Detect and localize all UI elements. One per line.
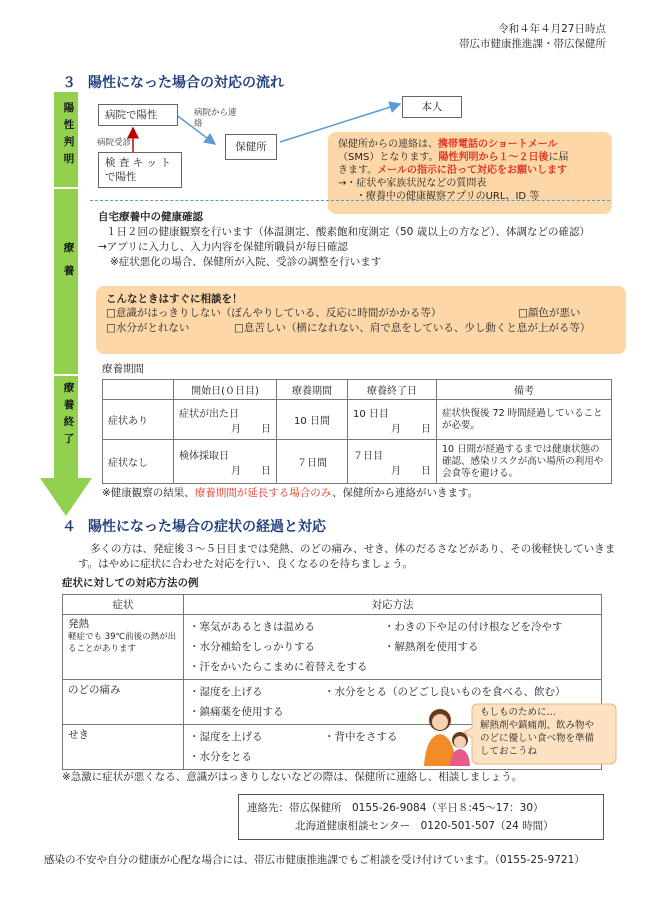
hospital-visit-label: 病院受診 bbox=[97, 138, 132, 148]
table-row: のどの痛み ・湿度を上げる ・水分をとる（のどごし良いものを食べる、飲む） ・鎮痛薬を使用する bbox=[63, 680, 602, 725]
stage-end: 療 養 終 了 bbox=[63, 382, 75, 445]
stage-divider bbox=[90, 200, 610, 201]
period-caption: 療養期間 bbox=[102, 363, 144, 375]
home-care-line2: →アプリに入力し、入力内容を保健所職員が毎日確認 bbox=[98, 241, 348, 253]
health-center-box: 保健所 bbox=[225, 134, 277, 160]
home-care-line3: ※症状悪化の場合、保健所が入院、受診の調整を行います bbox=[110, 256, 382, 268]
contact-box bbox=[238, 794, 604, 840]
urgent-item-consciousness: □意識がはっきりしない（ぼんやりしている、反応に時間がかかる等） bbox=[106, 307, 442, 319]
home-care-heading: 自宅療養中の健康確認 bbox=[98, 211, 203, 223]
footer-note: 感染の不安や自分の健康が心配な場合には、帯広市健康推進課でもご相談を受け付けています。（0155-25-9721） bbox=[44, 854, 585, 866]
urgent-item-complexion: □顔色が悪い bbox=[518, 307, 581, 319]
speech-bubble: もしものために… 解熱剤や鎮痛剤、飲み物や のどに優しい食べ物を準備 しておこうね bbox=[480, 707, 595, 757]
section3-title: ３ 陽性になった場合の対応の流れ bbox=[62, 75, 284, 91]
contact-label: 連絡先： bbox=[247, 802, 289, 814]
section4-title: ４ 陽性になった場合の症状の経過と対応 bbox=[62, 519, 326, 535]
test-kit-positive-box: 検 査 キ ッ ト で陽性 bbox=[98, 152, 182, 188]
table-row: せき ・湿度を上げる ・背中をさする ・水分をとる bbox=[63, 725, 602, 770]
stage-positive: 陽 性 判 明 bbox=[63, 102, 75, 165]
header-date: 令和４年４月27日時点 bbox=[498, 23, 606, 35]
contact-hokkaido: 北海道健康相談センター 0120-501-507（24 時間） bbox=[295, 820, 554, 832]
urgent-heading: こんなときはすぐに相談を！ bbox=[106, 293, 243, 305]
symptom-table: 症状 対応方法 発熱 軽症でも 39℃前後の熱が出ることがあります ・寒気があるときは温める ・わきの下や足の付け根などを冷やす ・水分補給をしっかりする ・解熱剤を使用する ・汗をかいたらこまめに着替えをする のどの痛み ・湿度を上げる ・水分をとる（のどごし良いものを食べる、飲む） ・鎮痛薬を使用する せき ・湿度を上げる ・背中をさする ・水分をとる bbox=[62, 594, 602, 770]
emergency-warning: ※急激に症状が悪くなる、意識がはっきりしないなどの際は、保健所に連絡し、相談しましょう。 bbox=[62, 771, 523, 783]
contact-obihiro: 帯広保健所 0155-26-9084（平日８:45〜17：30） bbox=[289, 802, 544, 814]
section4-intro: 多くの方は、発症後３〜５日目までは発熱、のどの痛み、せき、体のだるさなどがあり、その後軽快していきます。はやめに症状に合わせた対応を行い、良くなるのを待ちましょう。 bbox=[78, 543, 616, 570]
urgent-item-fluids: □水分がとれない bbox=[106, 322, 190, 334]
stage-recuperation: 療 養 bbox=[63, 242, 75, 277]
table-row: 症状あり 症状が出た日 月 日 10 日間 10 日目 月 日 症状快復後 72 時間経過していることが必要。 bbox=[103, 400, 612, 440]
urgent-consult-box bbox=[96, 286, 626, 354]
table-row: 症状なし 検体採取日 月 日 ７日間 ７日目 月 日 10 日間が経過するまでは健康状態の確認、感染リスクが高い場所の利用や会食等を避ける。 bbox=[103, 440, 612, 484]
table-row: 発熱 軽症でも 39℃前後の熱が出ることがあります ・寒気があるときは温める ・わきの下や足の付け根などを冷やす ・水分補給をしっかりする ・解熱剤を使用する ・汗をかいたらこまめに着替えをする bbox=[63, 615, 602, 680]
home-care-section bbox=[98, 210, 628, 270]
sms-notice: 保健所からの連絡は、携帯電話のショートメール （SMS）となります。陽性判明から１〜２日後に届 きます。メールの指示に沿って対応をお願いします →・症状や家族状況などの質問表 ・療養中の健康観察アプリのURL、ID 等 bbox=[328, 132, 612, 214]
period-footnote: ※健康観察の結果、療養期間が延長する場合のみ、保健所から連絡がいきます。 bbox=[102, 487, 479, 499]
symptom-caption: 症状に対しての対応方法の例 bbox=[62, 577, 199, 589]
urgent-item-breathing: □息苦しい（横になれない、肩で息をしている、少し動くと息が上がる等） bbox=[234, 322, 591, 334]
hospital-positive-box: 病院で陽性 bbox=[98, 104, 178, 126]
hospital-contact-label: 病院から連絡 bbox=[194, 108, 237, 129]
home-care-line1: １日２回の健康観察を行います（体温測定、酸素飽和度測定（50 歳以上の方など）、体調などの確認） bbox=[106, 226, 590, 238]
header-org: 帯広市健康推進課・帯広保健所 bbox=[459, 38, 606, 50]
header bbox=[459, 22, 606, 52]
period-table: 開始日(０日目) 療養期間 療養終了日 備考 症状あり 症状が出た日 月 日 10 日間 10 日目 月 日 症状快復後 72 時間経過していることが必要。 症状なし 検体採取日 月 日 ７日間 ７日目 月 日 10 日間が経過するまでは健康状態の確認、感染リスクが高い場所の利用や会食等を避ける。 bbox=[102, 379, 612, 484]
person-box: 本人 bbox=[402, 96, 462, 118]
